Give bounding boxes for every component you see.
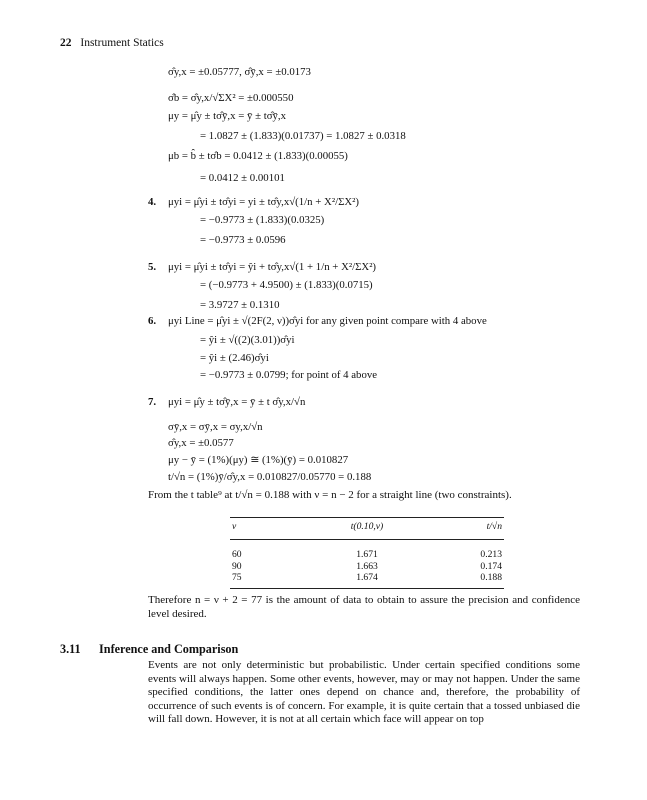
item-number: 6. — [148, 315, 157, 327]
equation-line: μy − ȳ = (1%)(μy) ≅ (1%)(ȳ) = 0.010827 — [168, 454, 349, 466]
equation-line: 6. μyi Line = μ̂yi ± √(2F(2, ν))σ̂yi for any given point compare with 4 above — [148, 315, 487, 327]
equation-line: 7. μyi = μ̂y ± tσ̂ȳ,x = ȳ ± t σ̂y,x/√n — [148, 396, 306, 408]
table-header-cell: ν — [230, 518, 294, 540]
equation-line: 5. μyi = μ̂yi ± tσ̂yi = ŷi + tσ̂y,x√(1 + 1/n + X²/ΣX²) — [148, 261, 377, 273]
table-cell: 0.174 — [480, 560, 502, 572]
paragraph-t-table: From the t table⁹ at t/√n = 0.188 with ν = n − 2 for a straight line (two constraints). — [148, 489, 512, 501]
equation-line: t/√n = (1%)ȳ/σ̂y,x = 0.010827/0.05770 = 0.188 — [168, 471, 372, 483]
section-heading — [60, 642, 238, 657]
table-cell: 0.213 — [480, 549, 502, 560]
equation-line: μy = μ̂y ± tσ̂ȳ,x = ȳ ± tσ̂ȳ,x — [168, 110, 287, 122]
equation-line: μb = b̂ ± tσ̂b = 0.0412 ± (1.833)(0.00055) — [168, 150, 348, 162]
table-cell: 1.674 — [294, 572, 440, 588]
equation-line: σȳ,x = σȳ,x = σy,x/√n — [168, 421, 263, 433]
table-cell: 60 — [232, 549, 242, 560]
table-header-cell: t/√n — [440, 518, 504, 540]
running-title: Instrument Statics — [80, 37, 164, 49]
table-row — [230, 561, 504, 573]
t-table — [230, 517, 504, 589]
table-cell: 75 — [230, 572, 294, 588]
table-cell: 90 — [232, 560, 242, 572]
equation-line: σ̂b = σ̂y,x/√ΣX² = ±0.000550 — [168, 92, 294, 104]
table-header-cell: t(0.10,ν) — [294, 518, 440, 540]
item-number: 7. — [148, 396, 157, 408]
equation-line: 4. μyi = μ̂yi ± tσ̂yi = yi ± tσ̂y,x√(1/n + X²/ΣX²) — [148, 196, 359, 208]
section-title: Inference and Comparison — [99, 642, 239, 656]
page-number: 22 — [60, 37, 72, 49]
table-cell: 1.663 — [356, 560, 378, 572]
page: 22 Instrument Statics σ̂y,x = ±0.05777, σ̂ȳ,x = ±0.0173 σ̂b = σ̂y,x/√ΣX² = ±0.000550 μy = μ̂y ± tσ̂ȳ,x = ȳ ± tσ̂ȳ,x = 1.0827 ± (1.833)(0.01737) = 1.0827 ± 0.0318 μb = b̂ ± tσ̂b = 0.0412 ± (1.833)(0.00055) = 0.0412 ± 0.00101 4. μyi = μ̂yi ± tσ̂yi = yi ± tσ̂y,x√(1/n + X²/ΣX²) = −0.9773 ± (1.833)(0.0325) = −0.9773 ± 0.0596 5. μyi = μ̂yi ± tσ̂yi = ŷi + tσ̂y,x√(1 + 1/n + X²/ΣX²) = (−0.9773 + 4.9500) ± (1.833)(0.0715) = 3.9727 ± 0.1310 6. μyi Line = μ̂yi ± √(2F(2, ν))σ̂yi for any given point compare with 4 above = ŷi ± √((2)(3.01))σ̂yi = ŷi ± (2.46)σ̂yi = −0.9773 ± 0.0799; for point of 4 above 7. μyi = μ̂y ± tσ̂ȳ,x = ȳ ± t σ̂y,x/√n σȳ,x = σȳ,x = σy,x/√n σ̂y,x = ±0.0577 μy − ȳ = (1%)(μy) ≅ (1%)(ȳ) = 0.010827 t/√n = (1%)ȳ/σ̂y,x = 0.010827/0.05770 = 0.188 From the t table⁹ at t/√n = 0.188 with ν = n − 2 for a straight line (two constraints). ν t(0.10,ν) t/√n 60 1.671 0.213 90 1.663 0.174 75 1.674 0.188 Therefore n = ν + 2 = 77 is the amount of data to obtain to assure the precision and confidence level desired. 3.11 Inference and Comparison Events are not only deterministic but probabilistic. Under certain specified conditions some events will always happen. Some other events, however, may or may not happen. Under the same specified conditions, the latter ones depend on chance and, therefore, the probability of occurrence of such events is of concern. For example, it is quite certain that a tossed unbiased die will fall down. However, it is not at all certain which face will appear on top — [60, 37, 580, 726]
item-number: 5. — [148, 261, 157, 273]
paragraph-therefore: Therefore n = ν + 2 = 77 is the amount of data to obtain to assure the precision and confidence level desired. — [148, 594, 580, 620]
table-cell: 1.671 — [356, 549, 378, 560]
table-row — [230, 540, 504, 561]
section-number: 3.11 — [60, 642, 81, 656]
paragraph-inference: Events are not only deterministic but probabilistic. Under certain specified conditions some events will always happen. Some other events, however, may or may not happen. Under the same specified conditions, the latter ones depend on chance and, therefore, the probability of occurrence of such events is of concern. For example, it is quite certain that a tossed unbiased die will fall down. However, it is not at all certain which face will appear on top — [148, 659, 580, 726]
table-cell: 0.188 — [440, 572, 504, 588]
item-number: 4. — [148, 196, 157, 208]
table-row — [230, 572, 504, 588]
equation-line: σ̂y,x = ±0.05777, σ̂ȳ,x = ±0.0173 — [168, 66, 311, 78]
table-header-row — [230, 518, 504, 540]
running-head — [60, 37, 164, 49]
equation-line: σ̂y,x = ±0.0577 — [168, 437, 234, 449]
